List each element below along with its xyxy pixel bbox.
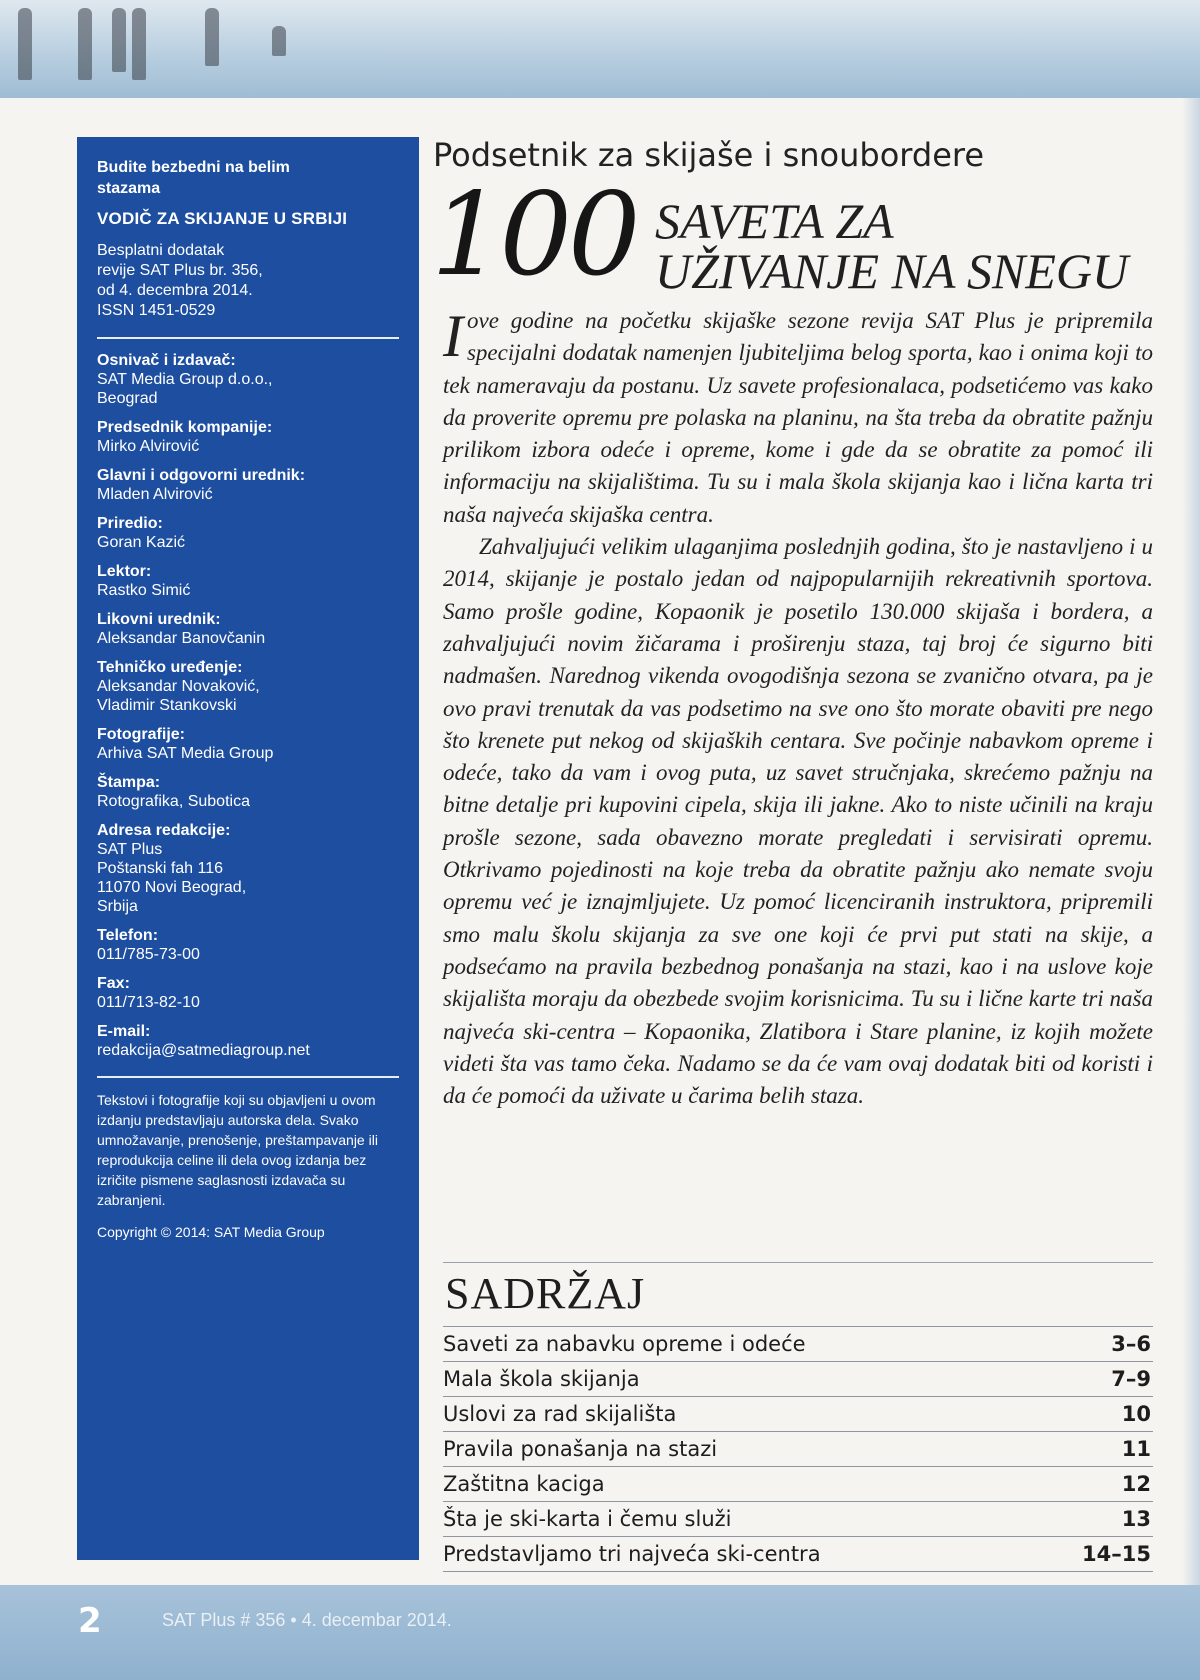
credit-editor-in-chief	[97, 466, 399, 504]
toc-row[interactable]	[443, 1502, 1153, 1537]
toc-entry-title: Pravila ponašanja na stazi	[443, 1437, 718, 1461]
toc-row[interactable]	[443, 1397, 1153, 1432]
credit-art-editor	[97, 610, 399, 648]
credit-label: Likovni urednik:	[97, 611, 221, 628]
credit-line: Aleksandar Banovčanin	[97, 630, 266, 647]
credit-line: 011/785-73-00	[97, 946, 200, 963]
headline-number: 100	[431, 168, 637, 301]
credit-value	[97, 437, 399, 456]
toc-row[interactable]	[443, 1362, 1153, 1397]
guide-title: VODIČ ZA SKIJANJE U SRBIJI	[97, 209, 348, 228]
copyright-notice: Tekstovi i fotografije koji su objavljeni u ovom izdanju predstavljaju autorska dela. Svako umnožavanje, prenošenje, preštampavanje ili reprodukcija celine ili dela ovog izdanja bez izričite pismene saglasnosti izdavača su zabranjeni.	[97, 1092, 378, 1208]
email-address: redakcija@satmediagroup.net	[97, 1042, 310, 1059]
paragraph-text: ove godine na početku skijaške sezone revija SAT Plus je pripremila specijalni dodatak namenjen ljubiteljima belog sporta, kao i onima koji to tek nameravaju da postanu. Uz savete profesionalaca, podsetićemo vas kako da proverite opremu pre polaska na planinu, na šta treba da obratite pažnju prilikom izbora odeće i opreme, kome i gde da se obratite za pomoć ili informaciju na skijalištima. Tu su i mala škola skijanja kao i lična karta tri naša najveća skijaška centra.	[443, 308, 1153, 527]
credit-publisher	[97, 351, 399, 408]
credit-line: Poštanski fah 116	[97, 860, 224, 877]
paragraph: Zahvaljujući velikim ulaganjima poslednjih godina, što je nastavljeno i u 2014, skijanje je postalo jedan od najpopularnijih rekreativnih sportova. Samo prošle godine, Kopaonik je posetilo 130.000 skijaša i bordera, a zahvaljujući novim žičarama i proširenju staza, taj broj će sigurno biti nadmašen. Narednog vikenda ovogodišnja sezona se zvanično otvara, pa je ovo pravi trenutak da vas podsetimo na sve ono što morate obaviti pre nego što krenete put nekog od skijaških centara. Sve počinje nabavkom opreme i odeće, tako da vam i ovog puta, uz savet stručnjaka, skrećemo pažnju na bitne detalje pri kupovini cipela, skija ili jakne. Ako to niste učinili na kraju prošle sezone, sada obavezno morate pregledati i servisirati opremu. Otkrivamo pojedinosti na koje treba da obratite pažnju ako nemate svoju opremu već je iznajmljujete. Uz pomoć licenciranih instruktora, pripremili smo malu školu skijanja za sve one koji će prvi put stati na skije, a podsećamo na pravila bezbednog ponašanja na stazi, kao i na uslove koje skijališta moraju da obezbede svojim korisnicima. Tu su i lične karte tri naša najveća ski-centra – Kopaonika, Zlatibora i Stare planine, iz kojih možete videti šta vas tamo čeka. Nadamo se da će vam ovaj dodatak biti od koristi i da će pomoći da uživate u čarima belih staza.	[443, 534, 1153, 1109]
skier-silhouette	[78, 8, 92, 80]
headline-line: SAVETA ZA	[655, 193, 894, 249]
sidebar-divider	[97, 1076, 399, 1078]
credit-label: Fotografije:	[97, 726, 185, 743]
credit-line: Rotografika, Subotica	[97, 793, 250, 810]
credit-value	[97, 581, 399, 600]
credit-line: Arhiva SAT Media Group	[97, 745, 274, 762]
credit-line: Vladimir Stankovski	[97, 697, 237, 714]
imprint-sidebar	[77, 137, 419, 1560]
credit-label: Štampa:	[97, 774, 161, 791]
credit-line: Aleksandar Novaković,	[97, 678, 260, 695]
credit-prepared-by	[97, 514, 399, 552]
credit-label: Glavni i odgovorni urednik:	[97, 467, 306, 484]
credit-label: Tehničko uređenje:	[97, 659, 243, 676]
credit-line: Goran Kazić	[97, 534, 186, 551]
toc-row[interactable]	[443, 1537, 1153, 1572]
credit-label: Predsednik kompanije:	[97, 419, 273, 436]
toc-entry-pages: 3–6	[1111, 1332, 1151, 1356]
toc-entry-pages: 7–9	[1111, 1367, 1151, 1391]
paragraph	[443, 305, 1153, 531]
article-body	[443, 305, 1153, 1112]
credit-line: 011/713-82-10	[97, 994, 200, 1011]
credit-technical-editing	[97, 658, 399, 715]
credit-photos	[97, 725, 399, 763]
table-of-contents	[443, 1326, 1153, 1572]
toc-entry-pages: 12	[1121, 1472, 1151, 1496]
credit-value	[97, 677, 399, 715]
toc-entry-pages: 13	[1121, 1507, 1151, 1531]
skier-silhouette	[132, 8, 146, 80]
top-photo-band	[0, 0, 1200, 98]
credit-line: Mirko Alvirović	[97, 438, 200, 455]
toc-row[interactable]	[443, 1432, 1153, 1467]
credit-line: Rastko Simić	[97, 582, 191, 599]
toc-row[interactable]	[443, 1326, 1153, 1362]
toc-row[interactable]	[443, 1467, 1153, 1502]
credit-label: E-mail:	[97, 1023, 151, 1040]
copyright-line: Copyright © 2014: SAT Media Group	[97, 1224, 325, 1240]
credit-line: 11070 Novi Beograd,	[97, 879, 247, 896]
skier-silhouette	[18, 8, 32, 80]
credit-email	[97, 1022, 399, 1060]
footer-band	[0, 1585, 1200, 1680]
credit-value	[97, 993, 399, 1012]
issue-line: Besplatni dodatak	[97, 242, 225, 259]
credit-value	[97, 744, 399, 763]
credit-value	[97, 840, 399, 916]
toc-entry-title: Predstavljamo tri najveća ski-centra	[443, 1542, 821, 1566]
credit-line: Beograd	[97, 390, 158, 407]
issue-info	[97, 241, 399, 321]
credit-label: Adresa redakcije:	[97, 822, 231, 839]
drop-cap: I	[443, 303, 463, 369]
credit-proofreader	[97, 562, 399, 600]
credit-value	[97, 792, 399, 811]
credit-label: Lektor:	[97, 563, 152, 580]
toc-entry-pages: 11	[1121, 1437, 1151, 1461]
toc-entry-title: Šta je ski-karta i čemu služi	[443, 1507, 732, 1531]
toc-entry-pages: 10	[1121, 1402, 1151, 1426]
article-kicker: Podsetnik za skijaše i snoubordere	[433, 136, 985, 174]
credit-line: Srbija	[97, 898, 138, 915]
contents-divider	[443, 1262, 1153, 1263]
sidebar-tagline: Budite bezbedni na belim stazama	[97, 159, 290, 197]
credit-label: Telefon:	[97, 927, 159, 944]
headline-line: UŽIVANJE NA SNEGU	[655, 243, 1129, 299]
credit-value	[97, 1041, 399, 1060]
credit-line: SAT Media Group d.o.o.,	[97, 371, 273, 388]
toc-entry-title: Uslovi za rad skijališta	[443, 1402, 677, 1426]
folio-line: SAT Plus # 356 • 4. decembar 2014.	[162, 1610, 452, 1630]
headline	[655, 193, 1129, 299]
credit-value	[97, 945, 399, 964]
credit-address	[97, 821, 399, 916]
page-number: 2	[78, 1601, 102, 1641]
credit-line: SAT Plus	[97, 841, 163, 858]
skier-silhouette	[205, 8, 219, 66]
toc-entry-title: Mala škola skijanja	[443, 1367, 640, 1391]
credit-line: Mladen Alvirović	[97, 486, 213, 503]
credit-phone	[97, 926, 399, 964]
toc-entry-pages: 14–15	[1082, 1542, 1151, 1566]
skier-silhouette	[272, 26, 286, 56]
skier-silhouette	[112, 8, 126, 72]
toc-entry-title: Saveti za nabavku opreme i odeće	[443, 1332, 806, 1356]
credit-president	[97, 418, 399, 456]
issue-line: ISSN 1451-0529	[97, 302, 216, 319]
credit-label: Osnivač i izdavač:	[97, 352, 236, 369]
credit-value	[97, 533, 399, 552]
credit-fax	[97, 974, 399, 1012]
credit-printing	[97, 773, 399, 811]
contents-title: SADRŽAJ	[445, 1269, 646, 1318]
issue-line: revije SAT Plus br. 356,	[97, 262, 263, 279]
credit-label: Priredio:	[97, 515, 163, 532]
issue-line: od 4. decembra 2014.	[97, 282, 253, 299]
credit-value	[97, 485, 399, 504]
sidebar-divider	[97, 337, 399, 339]
credit-value	[97, 370, 399, 408]
credit-value	[97, 629, 399, 648]
toc-entry-title: Zaštitna kaciga	[443, 1472, 605, 1496]
credit-label: Fax:	[97, 975, 130, 992]
